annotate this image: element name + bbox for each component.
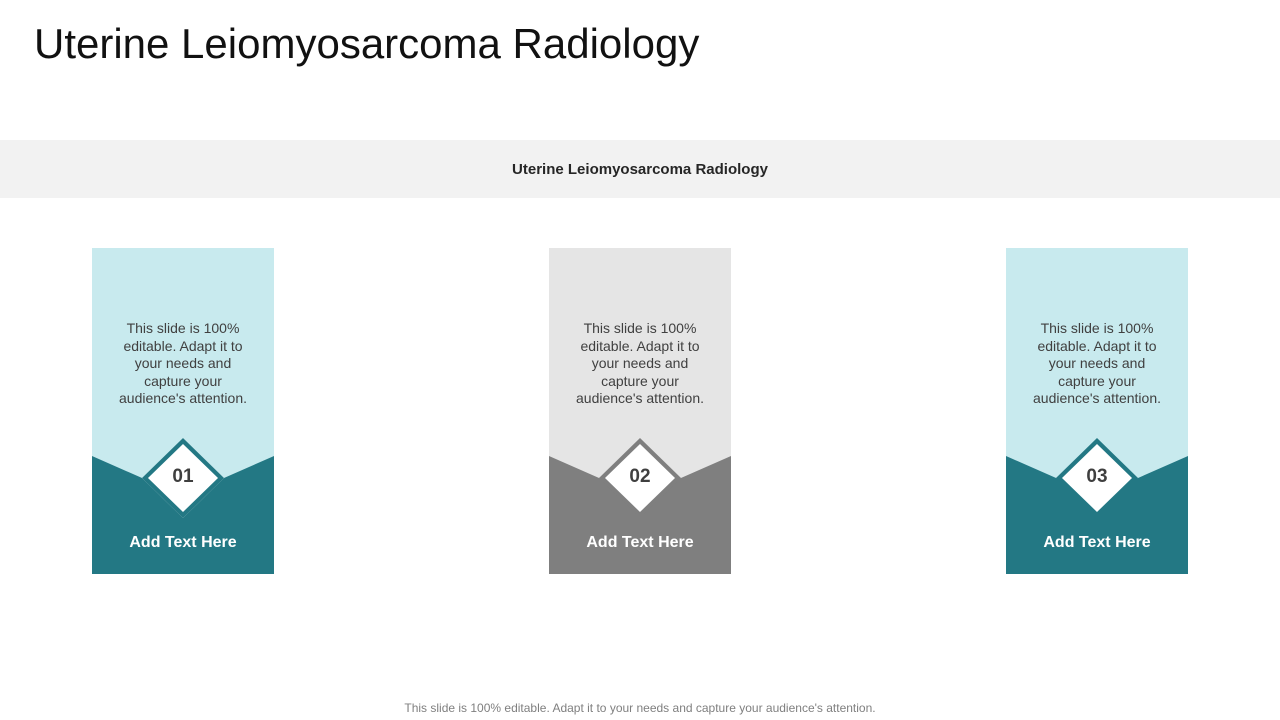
subtitle-band xyxy=(0,140,1280,198)
step-card-1 xyxy=(92,248,274,574)
card-background xyxy=(549,248,731,574)
card-label: Add Text Here xyxy=(129,534,237,551)
card-background xyxy=(92,248,274,574)
card-label: Add Text Here xyxy=(586,534,694,551)
card-number: 02 xyxy=(629,466,651,487)
card-background xyxy=(1006,248,1188,574)
card-body-text: This slide is 100% editable. Adapt it to your needs and capture your audience's attention. xyxy=(1033,320,1161,407)
card-number: 01 xyxy=(172,466,194,487)
band-label: Uterine Leiomyosarcoma Radiology xyxy=(512,160,768,178)
slide-title: Uterine Leiomyosarcoma Radiology xyxy=(34,20,700,67)
card-body-text: This slide is 100% editable. Adapt it to your needs and capture your audience's attention. xyxy=(119,320,247,407)
step-card-2 xyxy=(549,248,731,574)
card-label: Add Text Here xyxy=(1043,534,1151,551)
footer-note: This slide is 100% editable. Adapt it to your needs and capture your audience's attention. xyxy=(404,701,876,715)
card-number: 03 xyxy=(1086,466,1108,487)
card-body-text: This slide is 100% editable. Adapt it to your needs and capture your audience's attention. xyxy=(576,320,704,407)
step-card-3 xyxy=(1006,248,1188,574)
